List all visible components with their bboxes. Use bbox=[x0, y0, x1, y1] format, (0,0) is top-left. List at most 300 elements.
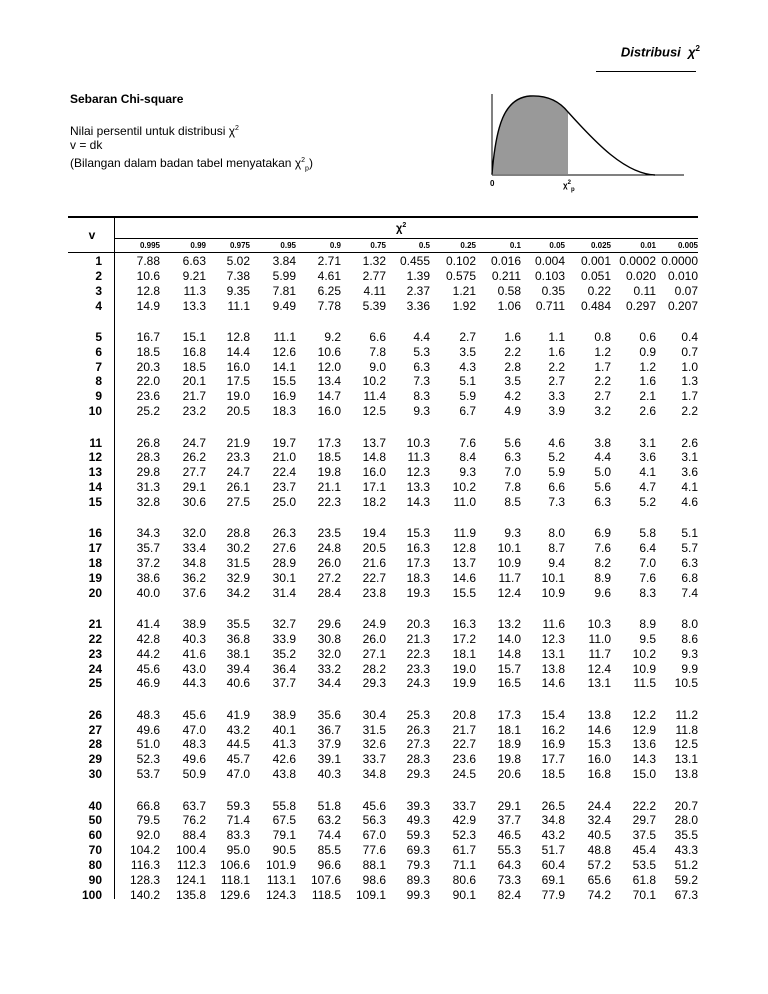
df-value: 13 bbox=[88, 465, 102, 480]
table-cell: 33.7 bbox=[452, 798, 476, 813]
table-cell: 3.84 bbox=[272, 254, 296, 268]
table-cell: 11.3 bbox=[407, 450, 430, 465]
table-cell: 26.3 bbox=[272, 526, 296, 541]
table-cell: 0.004 bbox=[534, 254, 565, 268]
table-cell: 100.4 bbox=[175, 843, 206, 858]
table-cell: 20.7 bbox=[674, 798, 698, 813]
table-cell: 5.9 bbox=[459, 389, 476, 404]
table-cell: 43.2 bbox=[226, 722, 250, 737]
table-cell: 10.2 bbox=[452, 480, 476, 495]
table-cell: 3.6 bbox=[639, 450, 656, 465]
table-cell: 0.051 bbox=[580, 268, 611, 283]
table-cell: 2.1 bbox=[639, 389, 656, 404]
table-cell: 19.8 bbox=[497, 752, 521, 767]
table-cell: 45.6 bbox=[182, 707, 206, 722]
table-cell: 0.8 bbox=[594, 329, 611, 344]
table-cell: 47.0 bbox=[226, 767, 250, 782]
table-cell: 19.3 bbox=[406, 585, 430, 600]
table-cell: 41.9 bbox=[226, 707, 250, 722]
table-cell: 28.9 bbox=[272, 555, 296, 570]
table-cell: 16.8 bbox=[587, 767, 611, 782]
table-cell: 13.6 bbox=[632, 737, 656, 752]
table-cell: 0.297 bbox=[625, 298, 656, 313]
table-cell: 17.7 bbox=[541, 752, 565, 767]
table-cell: 2.7 bbox=[594, 389, 611, 404]
table-cell: 45.6 bbox=[136, 661, 160, 676]
table-cell: 24.3 bbox=[406, 676, 430, 691]
table-cell: 42.9 bbox=[452, 813, 476, 828]
table-cell: 21.7 bbox=[452, 722, 476, 737]
table-cell: 28.8 bbox=[226, 526, 250, 541]
table-cell: 33.2 bbox=[317, 661, 341, 676]
table-cell: 10.9 bbox=[632, 661, 656, 676]
table-cell: 28.3 bbox=[136, 450, 160, 465]
table-cell: 44.3 bbox=[182, 676, 206, 691]
table-cell: 2.37 bbox=[406, 283, 430, 298]
table-cell: 6.3 bbox=[504, 450, 521, 465]
table-cell: 6.3 bbox=[413, 359, 430, 374]
df-value: 16 bbox=[88, 526, 102, 541]
table-cell: 28.2 bbox=[362, 661, 386, 676]
table-cell: 40.0 bbox=[136, 585, 160, 600]
table-cell: 35.5 bbox=[226, 617, 250, 631]
table-cell: 7.6 bbox=[639, 570, 656, 585]
df-value: 27 bbox=[88, 722, 102, 737]
table-cell: 34.4 bbox=[317, 676, 341, 691]
table-cell: 49.6 bbox=[182, 752, 206, 767]
df-value: 8 bbox=[95, 374, 102, 389]
table-cell: 22.4 bbox=[272, 465, 296, 480]
table-cell: 89.3 bbox=[406, 872, 430, 887]
df-value: 17 bbox=[88, 541, 102, 556]
table-cell: 20.5 bbox=[362, 541, 386, 556]
intro-line-3 bbox=[70, 154, 313, 176]
table-cell: 0.4 bbox=[681, 329, 698, 344]
table-cell: 15.3 bbox=[587, 737, 611, 752]
df-value: 28 bbox=[88, 737, 102, 752]
page-header-title bbox=[560, 44, 700, 59]
table-cell: 12.0 bbox=[317, 359, 341, 374]
table-cell: 21.9 bbox=[226, 435, 250, 450]
table-cell: 0.020 bbox=[625, 268, 656, 283]
table-cell: 63.7 bbox=[182, 798, 206, 813]
table-cell: 98.6 bbox=[362, 872, 386, 887]
table-cell: 23.3 bbox=[226, 450, 250, 465]
table-cell: 16.0 bbox=[587, 752, 611, 767]
table-cell: 3.1 bbox=[639, 435, 656, 450]
table-cell: 2.71 bbox=[317, 254, 341, 268]
table-cell: 12.3 bbox=[406, 465, 430, 480]
table-cell: 24.7 bbox=[226, 465, 250, 480]
table-cell: 7.81 bbox=[272, 283, 296, 298]
table-cell: 4.1 bbox=[681, 480, 698, 495]
table-cell: 0.07 bbox=[674, 283, 698, 298]
table-cell: 37.9 bbox=[317, 737, 341, 752]
table-cell: 45.4 bbox=[632, 843, 656, 858]
table-cell: 7.38 bbox=[226, 268, 250, 283]
table-cell: 0.010 bbox=[667, 268, 698, 283]
table-cell: 1.3 bbox=[681, 374, 698, 389]
table-cell: 0.455 bbox=[399, 254, 430, 268]
percentile-header: 0.99 bbox=[190, 241, 206, 250]
table-cell: 7.88 bbox=[136, 254, 160, 268]
table-top-rule bbox=[68, 216, 698, 218]
table-cell: 3.36 bbox=[406, 298, 430, 313]
table-cell: 28.3 bbox=[406, 752, 430, 767]
table-cell: 9.3 bbox=[459, 465, 476, 480]
df-value: 11 bbox=[89, 435, 102, 450]
table-cell: 40.6 bbox=[226, 676, 250, 691]
table-cell: 112.3 bbox=[176, 857, 206, 872]
table-cell: 8.9 bbox=[639, 617, 656, 631]
table-cell: 33.4 bbox=[182, 541, 206, 556]
table-cell: 52.3 bbox=[452, 828, 476, 843]
table-cell: 36.4 bbox=[272, 661, 296, 676]
table-cell: 9.35 bbox=[226, 283, 250, 298]
table-cell: 5.1 bbox=[459, 374, 476, 389]
table-cell: 6.7 bbox=[459, 404, 476, 419]
table-cell: 52.3 bbox=[136, 752, 160, 767]
table-cell: 23.7 bbox=[272, 480, 296, 495]
table-cell: 59.2 bbox=[674, 872, 698, 887]
table-cell: 113.1 bbox=[266, 872, 296, 887]
table-cell: 23.3 bbox=[406, 661, 430, 676]
table-cell: 16.9 bbox=[541, 737, 565, 752]
table-cell: 18.5 bbox=[136, 344, 160, 359]
table-cell: 0.711 bbox=[535, 298, 565, 313]
table-cell: 8.0 bbox=[681, 617, 698, 631]
table-cell: 16.7 bbox=[136, 329, 160, 344]
table-cell: 15.4 bbox=[541, 707, 565, 722]
table-cell: 13.1 bbox=[587, 676, 611, 691]
table-cell: 4.2 bbox=[504, 389, 521, 404]
table-cell: 53.7 bbox=[136, 767, 160, 782]
table-cell: 79.3 bbox=[406, 857, 430, 872]
table-cell: 28.0 bbox=[674, 813, 698, 828]
table-cell: 2.77 bbox=[362, 268, 386, 283]
table-cell: 12.6 bbox=[272, 344, 296, 359]
table-cell: 40.3 bbox=[182, 631, 206, 646]
df-value: 24 bbox=[88, 661, 102, 676]
table-cell: 5.02 bbox=[226, 254, 250, 268]
table-cell: 21.3 bbox=[406, 631, 430, 646]
table-cell: 44.5 bbox=[226, 737, 250, 752]
table-cell: 34.8 bbox=[182, 555, 206, 570]
table-cell: 6.3 bbox=[594, 494, 611, 509]
intro-line-3-text: (Bilangan dalam badan tabel menyatakan χ bbox=[70, 156, 302, 170]
table-cell: 1.7 bbox=[681, 389, 698, 404]
table-cell: 116.3 bbox=[130, 857, 160, 872]
table-cell: 37.6 bbox=[182, 585, 206, 600]
df-value: 12 bbox=[88, 450, 102, 465]
df-value: 2 bbox=[95, 268, 102, 283]
table-cell: 11.5 bbox=[633, 676, 656, 691]
table-cell: 2.7 bbox=[548, 374, 565, 389]
table-cell: 10.6 bbox=[317, 344, 341, 359]
df-value: 26 bbox=[88, 707, 102, 722]
table-cell: 5.7 bbox=[681, 541, 698, 556]
table-cell: 14.8 bbox=[497, 646, 521, 661]
table-cell: 22.2 bbox=[632, 798, 656, 813]
table-cell: 8.9 bbox=[594, 570, 611, 585]
table-cell: 46.9 bbox=[136, 676, 160, 691]
table-cell: 12.2 bbox=[632, 707, 656, 722]
table-cell: 13.1 bbox=[674, 752, 698, 767]
table-cell: 35.7 bbox=[136, 541, 160, 556]
table-cell: 44.2 bbox=[136, 646, 160, 661]
table-cell: 124.3 bbox=[265, 887, 296, 902]
table-cell: 29.1 bbox=[497, 798, 521, 813]
table-cell: 2.2 bbox=[504, 344, 521, 359]
table-cell: 14.6 bbox=[587, 722, 611, 737]
table-cell: 0.016 bbox=[490, 254, 521, 268]
table-cell: 16.3 bbox=[406, 541, 430, 556]
table-cell: 4.3 bbox=[459, 359, 476, 374]
table-cell: 40.5 bbox=[587, 828, 611, 843]
df-value: 20 bbox=[88, 585, 102, 600]
table-cell: 1.2 bbox=[639, 359, 656, 374]
table-cell: 0.211 bbox=[491, 268, 521, 283]
table-cell: 45.6 bbox=[362, 798, 386, 813]
df-value: 14 bbox=[88, 480, 102, 495]
table-cell: 96.6 bbox=[317, 857, 341, 872]
table-cell: 27.5 bbox=[226, 494, 250, 509]
table-cell: 16.2 bbox=[541, 722, 565, 737]
table-cell: 1.6 bbox=[504, 329, 521, 344]
table-cell: 18.9 bbox=[497, 737, 521, 752]
table-cell: 31.4 bbox=[272, 585, 296, 600]
table-cell: 2.6 bbox=[681, 435, 698, 450]
table-cell: 18.3 bbox=[272, 404, 296, 419]
table-header-rule bbox=[68, 252, 698, 253]
table-cell: 33.9 bbox=[272, 631, 296, 646]
percentile-header: 0.95 bbox=[280, 241, 296, 250]
df-value: 9 bbox=[95, 389, 102, 404]
table-cell: 17.3 bbox=[497, 707, 521, 722]
table-cell: 0.9 bbox=[639, 344, 656, 359]
table-cell: 11.8 bbox=[675, 722, 698, 737]
table-cell: 135.8 bbox=[175, 887, 206, 902]
table-cell: 12.3 bbox=[541, 631, 565, 646]
table-cell: 7.4 bbox=[681, 585, 698, 600]
table-cell: 140.2 bbox=[129, 887, 160, 902]
table-cell: 29.3 bbox=[362, 676, 386, 691]
table-cell: 51.8 bbox=[317, 798, 341, 813]
percentile-header: 0.25 bbox=[460, 241, 476, 250]
df-value: 25 bbox=[88, 676, 102, 691]
table-cell: 11.2 bbox=[675, 707, 698, 722]
table-group-rule bbox=[115, 238, 698, 239]
table-cell: 23.6 bbox=[136, 389, 160, 404]
table-cell: 11.1 bbox=[227, 298, 250, 313]
table-cell: 65.6 bbox=[587, 872, 611, 887]
table-cell: 37.2 bbox=[136, 555, 160, 570]
table-cell: 21.7 bbox=[182, 389, 206, 404]
df-value: 100 bbox=[81, 887, 102, 902]
table-cell: 51.2 bbox=[674, 857, 698, 872]
table-cell: 67.5 bbox=[272, 813, 296, 828]
table-cell: 80.6 bbox=[452, 872, 476, 887]
table-cell: 19.9 bbox=[452, 676, 476, 691]
table-cell: 6.4 bbox=[639, 541, 656, 556]
table-cell: 22.0 bbox=[136, 374, 160, 389]
table-cell: 4.11 bbox=[363, 283, 386, 298]
table-cell: 10.6 bbox=[136, 268, 160, 283]
table-cell: 43.3 bbox=[674, 843, 698, 858]
table-cell: 8.6 bbox=[681, 631, 698, 646]
table-cell: 12.4 bbox=[587, 661, 611, 676]
table-cell: 51.7 bbox=[541, 843, 565, 858]
chi-p-symbol: χ bbox=[563, 181, 568, 190]
df-value: 6 bbox=[95, 344, 102, 359]
table-cell: 18.1 bbox=[452, 646, 476, 661]
table-cell: 32.4 bbox=[587, 813, 611, 828]
table-cell: 69.1 bbox=[541, 872, 565, 887]
table-cell: 9.9 bbox=[681, 661, 698, 676]
table-cell: 77.9 bbox=[541, 887, 565, 902]
df-value: 18 bbox=[88, 555, 102, 570]
percentile-header: 0.1 bbox=[509, 241, 521, 250]
table-cell: 56.3 bbox=[362, 813, 386, 828]
section-heading: Sebaran Chi-square bbox=[70, 92, 184, 106]
table-cell: 5.39 bbox=[362, 298, 386, 313]
table-cell: 20.1 bbox=[182, 374, 206, 389]
table-cell: 22.3 bbox=[317, 494, 341, 509]
table-cell: 1.39 bbox=[406, 268, 430, 283]
table-cell: 32.6 bbox=[362, 737, 386, 752]
table-cell: 8.0 bbox=[548, 526, 565, 541]
df-value: 40 bbox=[88, 798, 102, 813]
table-cell: 24.5 bbox=[452, 767, 476, 782]
table-cell: 13.3 bbox=[406, 480, 430, 495]
table-cell: 1.92 bbox=[452, 298, 476, 313]
table-cell: 40.1 bbox=[272, 722, 296, 737]
table-cell: 61.8 bbox=[632, 872, 656, 887]
table-cell: 36.7 bbox=[317, 722, 341, 737]
table-cell: 24.8 bbox=[317, 541, 341, 556]
table-cell: 34.2 bbox=[226, 585, 250, 600]
table-cell: 10.5 bbox=[674, 676, 698, 691]
table-cell: 12.4 bbox=[497, 585, 521, 600]
table-cell: 0.001 bbox=[580, 254, 611, 268]
table-cell: 61.7 bbox=[452, 843, 476, 858]
table-cell: 42.8 bbox=[136, 631, 160, 646]
table-cell: 10.3 bbox=[406, 435, 430, 450]
table-cell: 15.1 bbox=[182, 329, 206, 344]
table-cell: 70.1 bbox=[632, 887, 656, 902]
table-cell: 13.1 bbox=[541, 646, 565, 661]
table-cell: 23.8 bbox=[362, 585, 386, 600]
table-cell: 67.0 bbox=[362, 828, 386, 843]
table-cell: 20.3 bbox=[136, 359, 160, 374]
df-value: 15 bbox=[88, 494, 102, 509]
table-cell: 53.5 bbox=[632, 857, 656, 872]
intro-line-1 bbox=[70, 122, 239, 138]
table-cell: 124.1 bbox=[175, 872, 206, 887]
table-cell: 1.6 bbox=[548, 344, 565, 359]
table-cell: 6.6 bbox=[369, 329, 386, 344]
table-cell: 14.1 bbox=[272, 359, 296, 374]
table-cell: 55.8 bbox=[272, 798, 296, 813]
df-value: 90 bbox=[88, 872, 102, 887]
table-cell: 0.207 bbox=[667, 298, 698, 313]
chi-square-group-header bbox=[396, 222, 406, 235]
table-cell: 37.7 bbox=[497, 813, 521, 828]
table-cell: 40.3 bbox=[317, 767, 341, 782]
table-cell: 10.9 bbox=[541, 585, 565, 600]
table-cell: 13.8 bbox=[541, 661, 565, 676]
table-cell: 38.1 bbox=[226, 646, 250, 661]
table-cell: 23.2 bbox=[182, 404, 206, 419]
table-cell: 21.1 bbox=[317, 480, 341, 495]
table-cell: 10.2 bbox=[632, 646, 656, 661]
table-cell: 2.6 bbox=[639, 404, 656, 419]
table-cell: 46.5 bbox=[497, 828, 521, 843]
table-cell: 79.1 bbox=[272, 828, 296, 843]
table-cell: 9.3 bbox=[504, 526, 521, 541]
table-cell: 18.5 bbox=[182, 359, 206, 374]
table-cell: 2.7 bbox=[459, 329, 476, 344]
header-title-text: Distribusi bbox=[620, 44, 681, 60]
table-cell: 15.5 bbox=[272, 374, 296, 389]
table-cell: 35.6 bbox=[317, 707, 341, 722]
table-cell: 32.0 bbox=[317, 646, 341, 661]
df-value: 22 bbox=[88, 631, 102, 646]
df-value: 50 bbox=[88, 813, 102, 828]
table-cell: 0.22 bbox=[587, 283, 611, 298]
table-cell: 92.0 bbox=[136, 828, 160, 843]
table-cell: 71.1 bbox=[452, 857, 476, 872]
table-cell: 12.8 bbox=[136, 283, 160, 298]
table-cell: 6.8 bbox=[681, 570, 698, 585]
table-cell: 31.5 bbox=[362, 722, 386, 737]
table-cell: 15.0 bbox=[632, 767, 656, 782]
table-cell: 14.6 bbox=[452, 570, 476, 585]
table-cell: 8.5 bbox=[504, 494, 521, 509]
table-cell: 26.0 bbox=[362, 631, 386, 646]
table-cell: 7.6 bbox=[459, 435, 476, 450]
table-cell: 109.1 bbox=[355, 887, 386, 902]
shaded-area bbox=[492, 96, 568, 174]
table-cell: 18.5 bbox=[541, 767, 565, 782]
df-value: 4 bbox=[95, 298, 102, 313]
table-cell: 79.5 bbox=[136, 813, 160, 828]
table-cell: 5.99 bbox=[272, 268, 296, 283]
table-cell: 8.3 bbox=[639, 585, 656, 600]
table-cell: 10.2 bbox=[362, 374, 386, 389]
table-cell: 55.3 bbox=[497, 843, 521, 858]
table-cell: 57.2 bbox=[587, 857, 611, 872]
df-value: 21 bbox=[88, 617, 102, 631]
table-cell: 34.3 bbox=[136, 526, 160, 541]
table-cell: 14.3 bbox=[406, 494, 430, 509]
table-cell: 49.3 bbox=[406, 813, 430, 828]
table-cell: 9.21 bbox=[182, 268, 206, 283]
table-cell: 35.5 bbox=[674, 828, 698, 843]
table-cell: 14.8 bbox=[362, 450, 386, 465]
table-cell: 29.8 bbox=[136, 465, 160, 480]
table-cell: 7.78 bbox=[317, 298, 341, 313]
table-cell: 9.3 bbox=[681, 646, 698, 661]
table-cell: 13.7 bbox=[452, 555, 476, 570]
df-value: 3 bbox=[95, 283, 102, 298]
table-cell: 37.5 bbox=[632, 828, 656, 843]
df-value: 23 bbox=[88, 646, 102, 661]
table-cell: 88.1 bbox=[362, 857, 386, 872]
table-cell: 16.0 bbox=[226, 359, 250, 374]
table-cell: 14.4 bbox=[226, 344, 250, 359]
table-cell: 59.3 bbox=[406, 828, 430, 843]
